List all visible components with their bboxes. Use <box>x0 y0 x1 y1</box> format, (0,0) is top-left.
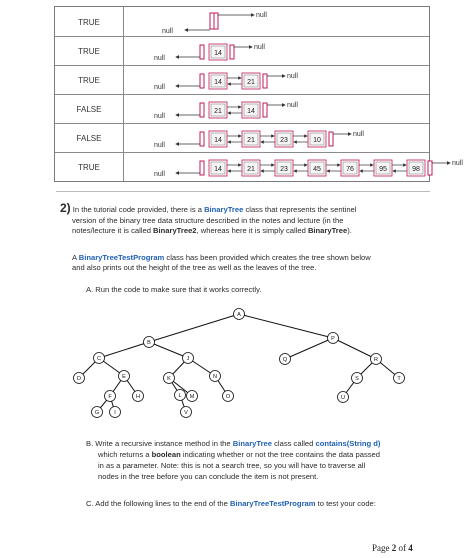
tree-node-label: R <box>374 357 378 364</box>
paragraph-line: A BinaryTreeTestProgram class has been provided which creates the tree shown below <box>72 253 371 262</box>
sentinel-node <box>263 103 267 117</box>
null-label: null <box>353 131 364 138</box>
row-result-label: FALSE <box>76 134 102 143</box>
sentinel-node <box>200 103 204 117</box>
list-node-value: 10 <box>313 137 321 144</box>
list-node-value: 95 <box>379 166 387 173</box>
tree-node-label: N <box>213 374 217 381</box>
sentinel-node <box>214 13 218 29</box>
null-label: null <box>154 113 165 120</box>
binary-tree-diagram <box>0 300 474 420</box>
tree-node-label: D <box>77 376 81 383</box>
sentinel-node <box>428 161 432 175</box>
linked-list <box>154 73 298 91</box>
sentinel-node <box>210 13 214 29</box>
tree-node-label: J <box>186 356 190 363</box>
tree-node-label: Q <box>282 357 288 364</box>
linked-list <box>154 102 298 120</box>
linked-list-diagrams <box>124 7 463 183</box>
tree-node-label: G <box>94 410 100 417</box>
list-node-value: 23 <box>280 166 288 173</box>
row-result-label: TRUE <box>78 163 100 172</box>
list-node-value: 14 <box>214 166 222 173</box>
list-node-value: 21 <box>214 108 222 115</box>
list-node-value: 23 <box>280 137 288 144</box>
list-node-value: 45 <box>313 166 321 173</box>
linked-list <box>154 44 265 62</box>
tree-node-label: B <box>147 340 151 347</box>
tree-node-label: P <box>331 336 335 343</box>
tree-node-label: C <box>97 356 101 363</box>
paragraph-line: and also prints out the height of the tree as well as the leaves of the tree. <box>72 263 317 272</box>
tree-node-label: U <box>341 395 345 402</box>
list-node-value: 21 <box>247 79 255 86</box>
null-label: null <box>154 55 165 62</box>
tree-node-label: T <box>397 376 401 383</box>
class-name: BinaryTreeTestProgram <box>78 253 165 262</box>
linked-list <box>162 12 267 35</box>
tree-edge <box>333 338 376 359</box>
question-number: 2) <box>60 201 71 215</box>
null-label: null <box>287 73 298 80</box>
list-node-value: 14 <box>214 137 222 144</box>
tree-node-label: O <box>225 394 231 401</box>
section-separator <box>56 191 430 192</box>
list-node-value: 14 <box>214 79 222 86</box>
tree-node-label: E <box>122 374 126 381</box>
tree-node-label: L <box>178 393 182 400</box>
tree-node-label: I <box>114 410 116 417</box>
tree-edge <box>149 314 239 342</box>
tree-node-label: A <box>237 312 241 319</box>
question-paragraph: 2) In the tutorial code provided, there is a BinaryTree class that represents the sentinel <box>60 201 357 215</box>
tree-node-label: S <box>355 376 359 383</box>
list-node-value: 21 <box>247 137 255 144</box>
null-label: null <box>154 142 165 149</box>
row-result-label: TRUE <box>78 76 100 85</box>
row-result-label: FALSE <box>76 105 102 114</box>
null-label: null <box>287 102 298 109</box>
sentinel-node <box>263 74 267 88</box>
list-item-a: A. Run the code to make sure that it works correctly. <box>86 285 262 294</box>
sentinel-node <box>230 45 234 59</box>
paragraph-line: which returns a boolean indicating whether or not the tree contains the data passed <box>98 450 380 459</box>
row-result-label: TRUE <box>78 18 100 27</box>
null-label: null <box>162 28 173 35</box>
null-label: null <box>154 84 165 91</box>
tree-node-label: F <box>108 394 112 401</box>
page-number: Page 2 of 4 <box>372 543 413 553</box>
null-label: null <box>154 171 165 178</box>
list-node-value: 76 <box>346 166 354 173</box>
list-node-value: 14 <box>214 50 222 57</box>
null-label: null <box>452 160 463 167</box>
sentinel-node <box>200 74 204 88</box>
list-item-c: C. Add the following lines to the end of the BinaryTreeTestProgram to test your code: <box>86 499 376 508</box>
paragraph-line: nodes in the tree before you can conclude the item is not present. <box>98 472 319 481</box>
null-label: null <box>254 44 265 51</box>
sentinel-node <box>200 132 204 146</box>
row-result-label: TRUE <box>78 47 100 56</box>
null-label: null <box>256 12 267 19</box>
sentinel-node <box>329 132 333 146</box>
tree-edge <box>149 342 188 358</box>
sentinel-node <box>200 161 204 175</box>
class-name: BinaryTree <box>232 439 273 448</box>
list-item-b: B. Write a recursive instance method in the BinaryTree class called contains(String d) <box>86 439 381 448</box>
class-name: BinaryTree <box>204 205 244 214</box>
tree-edge <box>285 338 333 359</box>
sentinel-node <box>200 45 204 59</box>
method-name: contains(String d) <box>315 439 381 448</box>
paragraph-line: in as a parameter. Note: this is not a search tree, so you will have to traverse all <box>98 461 366 470</box>
paragraph-line: notes/lecture it is called BinaryTree2, whereas here it is simply called BinaryTree). <box>72 226 352 235</box>
tree-node-label: M <box>189 394 195 401</box>
list-node-value: 14 <box>247 108 255 115</box>
paragraph-line: version of the binary tree data structure described in the notes and lecture (in the <box>72 216 344 225</box>
linked-list <box>154 160 463 178</box>
list-node-value: 21 <box>247 166 255 173</box>
tree-edge <box>239 314 333 338</box>
tree-node-label: V <box>184 410 188 417</box>
class-name: BinaryTreeTestProgram <box>229 499 316 508</box>
linked-list <box>154 131 364 149</box>
list-node-value: 98 <box>412 166 420 173</box>
tree-node-label: H <box>136 394 140 401</box>
tree-edge <box>99 342 149 358</box>
tree-node-label: K <box>167 376 171 383</box>
results-table <box>54 6 463 182</box>
